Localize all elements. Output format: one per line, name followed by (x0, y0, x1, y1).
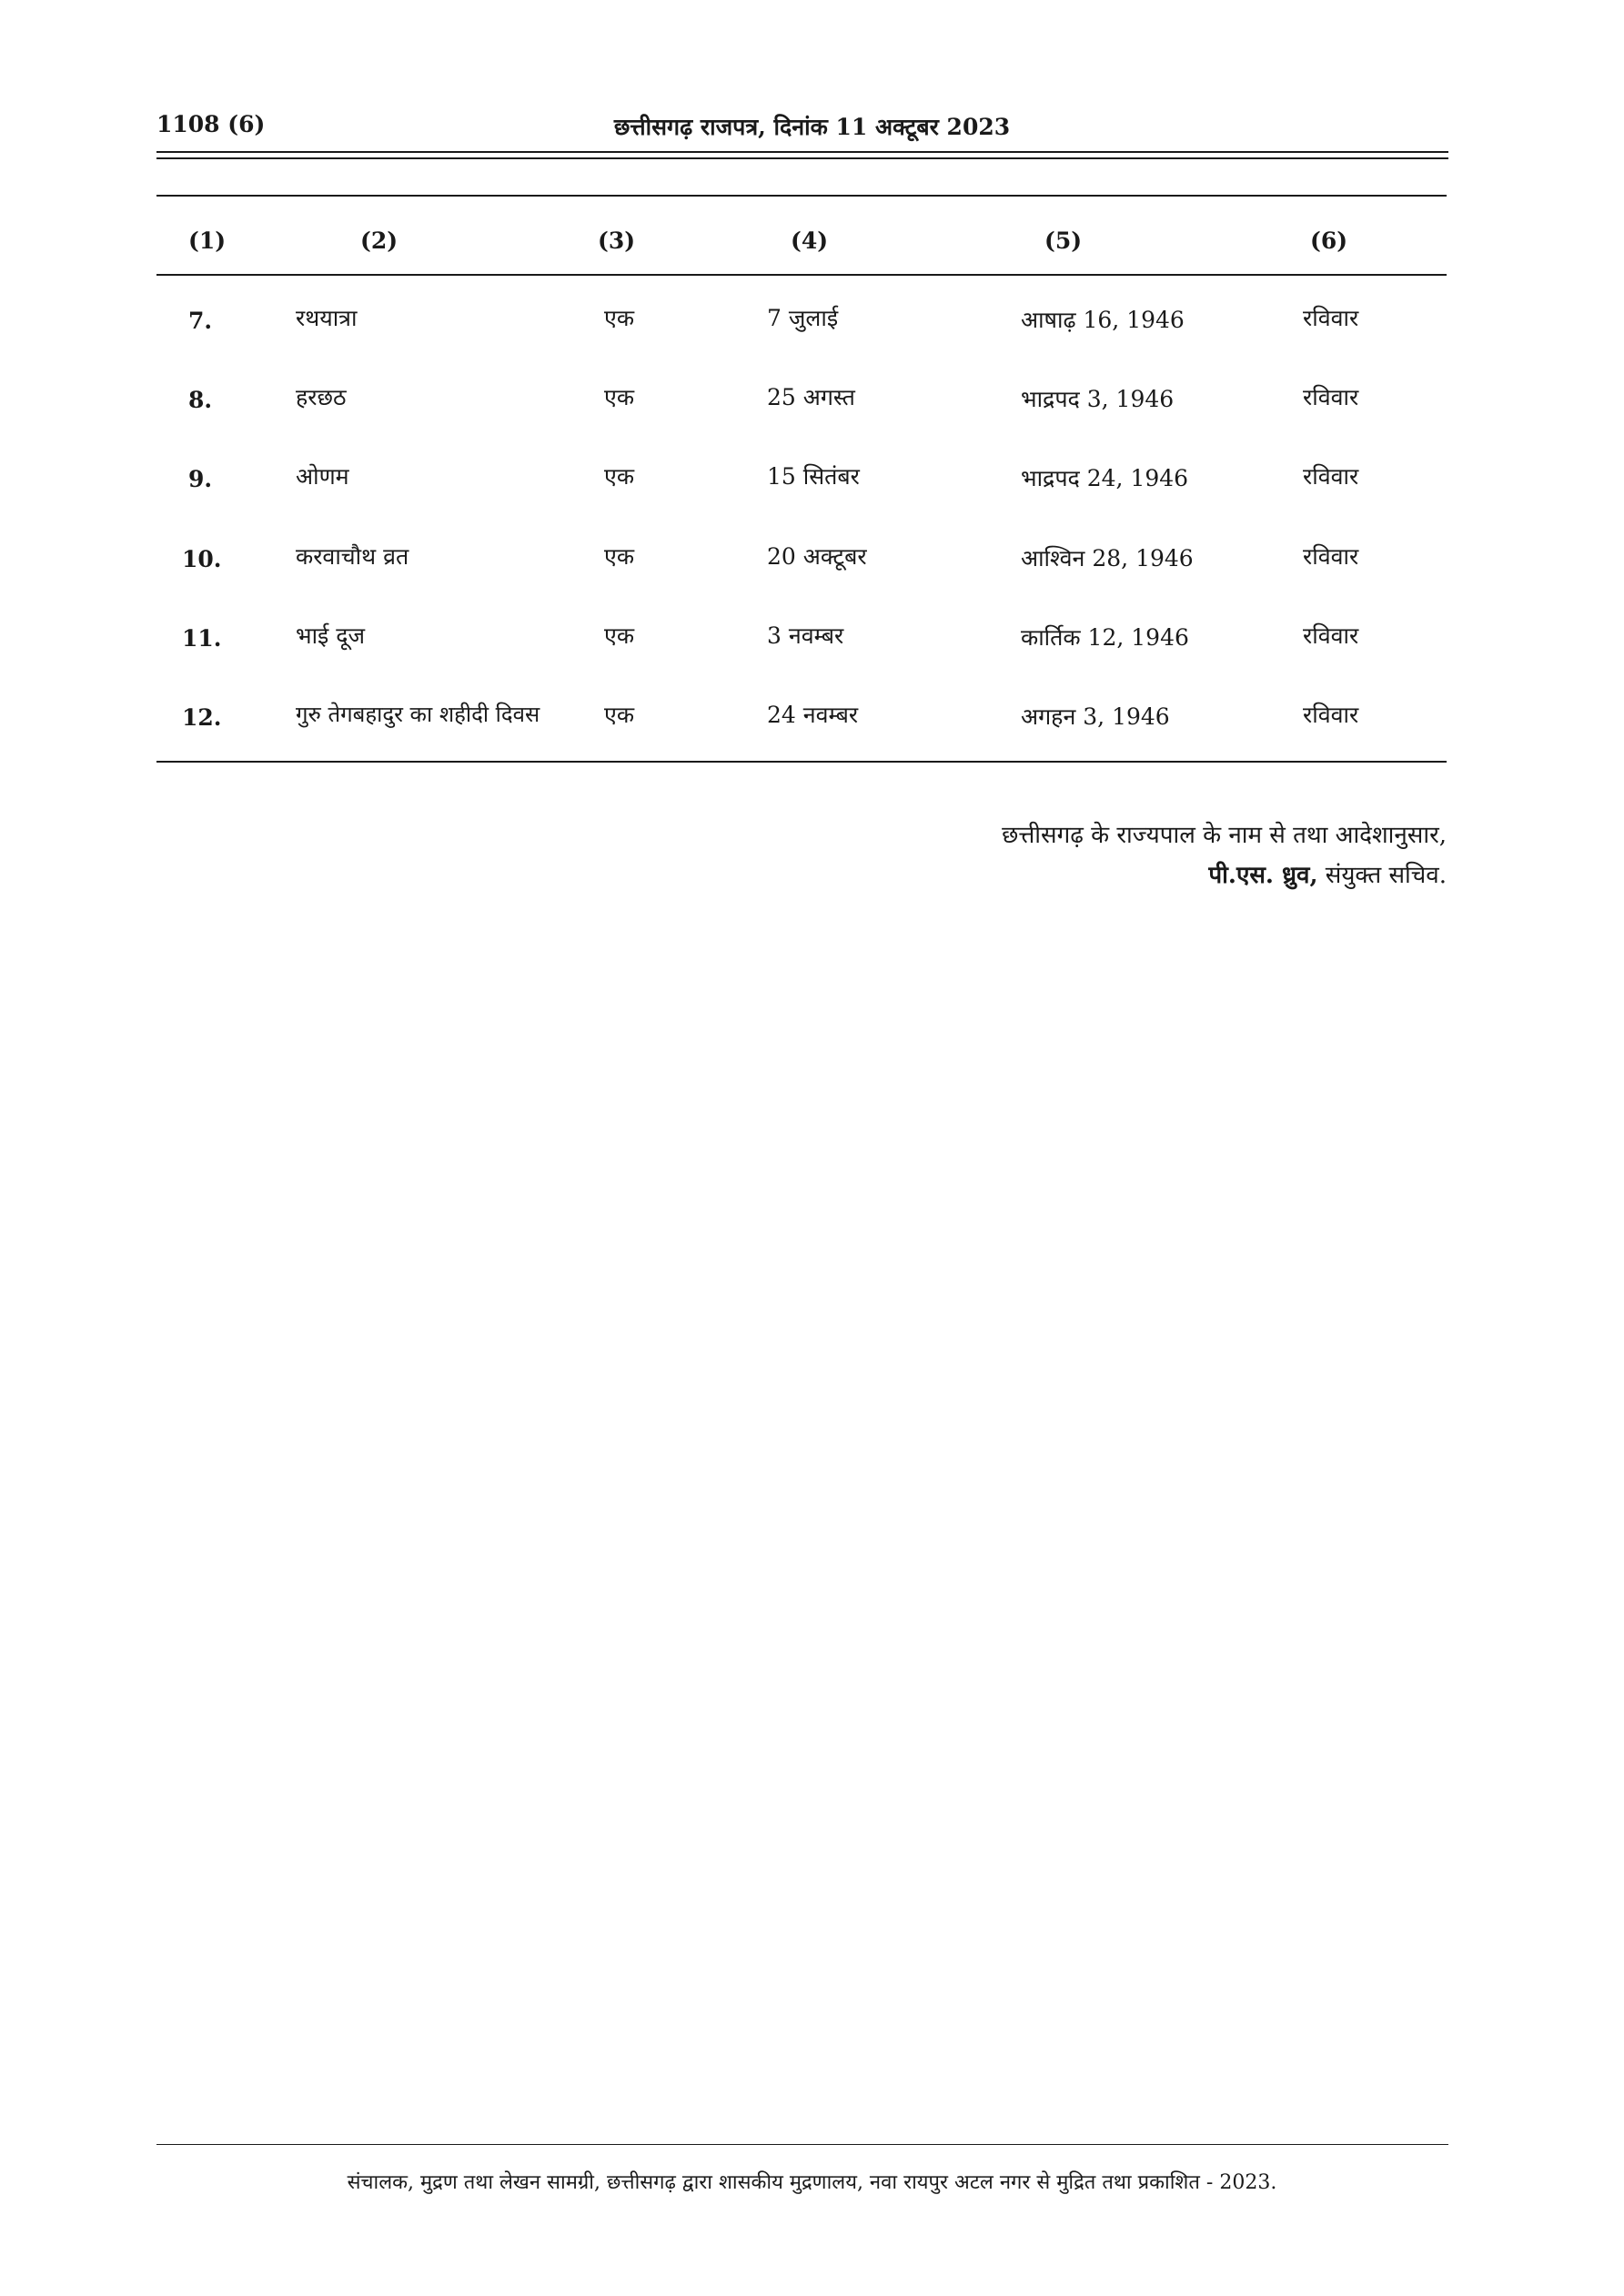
saka-date: कार्तिक 12, 1946 (1021, 624, 1189, 651)
serial-number: 7. (188, 308, 213, 334)
signature-authority: छत्तीसगढ़ के राज्यपाल के नाम से तथा आदेशानुसार, (1002, 822, 1447, 849)
serial-number: 9. (188, 466, 213, 492)
saka-date: भाद्रपद 24, 1946 (1021, 465, 1189, 491)
weekday: रविवार (1303, 622, 1359, 649)
holiday-date: 15 सितंबर (767, 463, 860, 490)
footer-rule (156, 2144, 1448, 2145)
holiday-count: एक (604, 305, 635, 331)
holiday-count: एक (604, 543, 635, 570)
weekday: रविवार (1303, 702, 1359, 728)
holiday-name: भाई दूज (296, 622, 366, 649)
table-header-rule (156, 274, 1447, 276)
holiday-count: एक (604, 622, 635, 649)
holiday-name: गुरु तेगबहादुर का शहीदी दिवस (296, 702, 540, 727)
serial-number: 10. (182, 546, 222, 572)
holiday-name: ओणम (296, 463, 349, 490)
holiday-date: 24 नवम्बर (767, 702, 859, 728)
saka-date: भाद्रपद 3, 1946 (1021, 386, 1175, 412)
weekday: रविवार (1303, 384, 1359, 410)
saka-date: आषाढ़ 16, 1946 (1021, 307, 1185, 333)
holiday-date: 25 अगस्त (767, 384, 855, 410)
column-header-2: (2) (360, 228, 398, 254)
page-number: 1108 (6) (156, 111, 266, 137)
saka-date: अगहन 3, 1946 (1021, 703, 1170, 730)
holiday-date: 20 अक्टूबर (767, 543, 867, 570)
holiday-count: एक (604, 702, 635, 728)
footer-imprint: संचालक, मुद्रण तथा लेखन सामग्री, छत्तीसगढ़ द्वारा शासकीय मुद्रणालय, नवा रायपुर अटल नगर से मुद्रित तथा प्रकाशित - 2023. (347, 2171, 1277, 2194)
signature-block (1208, 857, 1447, 890)
saka-date: आश्विन 28, 1946 (1021, 545, 1194, 571)
holiday-name: करवाचौथ व्रत (296, 543, 409, 570)
serial-number: 11. (182, 625, 222, 652)
holiday-count: एक (604, 384, 635, 410)
header-rule-bottom (156, 157, 1448, 159)
holiday-date: 7 जुलाई (767, 305, 839, 331)
holiday-name: रथयात्रा (296, 305, 358, 331)
holiday-date: 3 नवम्बर (767, 622, 844, 649)
signatory-designation: संयुक्त सचिव. (1317, 862, 1447, 889)
column-header-1: (1) (188, 228, 227, 254)
serial-number: 8. (188, 387, 213, 413)
weekday: रविवार (1303, 463, 1359, 490)
holiday-count: एक (604, 463, 635, 490)
table-top-rule (156, 195, 1447, 197)
table-bottom-rule (156, 761, 1447, 763)
header-rule-top (156, 151, 1448, 153)
column-header-3: (3) (598, 228, 636, 254)
gazette-title: छत्तीसगढ़ राजपत्र, दिनांक 11 अक्टूबर 2023 (613, 114, 1011, 140)
weekday: रविवार (1303, 543, 1359, 570)
holiday-name: हरछठ (296, 384, 347, 410)
column-header-5: (5) (1044, 228, 1083, 254)
signatory-name: पी.एस. ध्रुव, (1208, 862, 1318, 889)
weekday: रविवार (1303, 305, 1359, 331)
serial-number: 12. (182, 704, 222, 731)
column-header-4: (4) (791, 228, 829, 254)
column-header-6: (6) (1310, 228, 1348, 254)
